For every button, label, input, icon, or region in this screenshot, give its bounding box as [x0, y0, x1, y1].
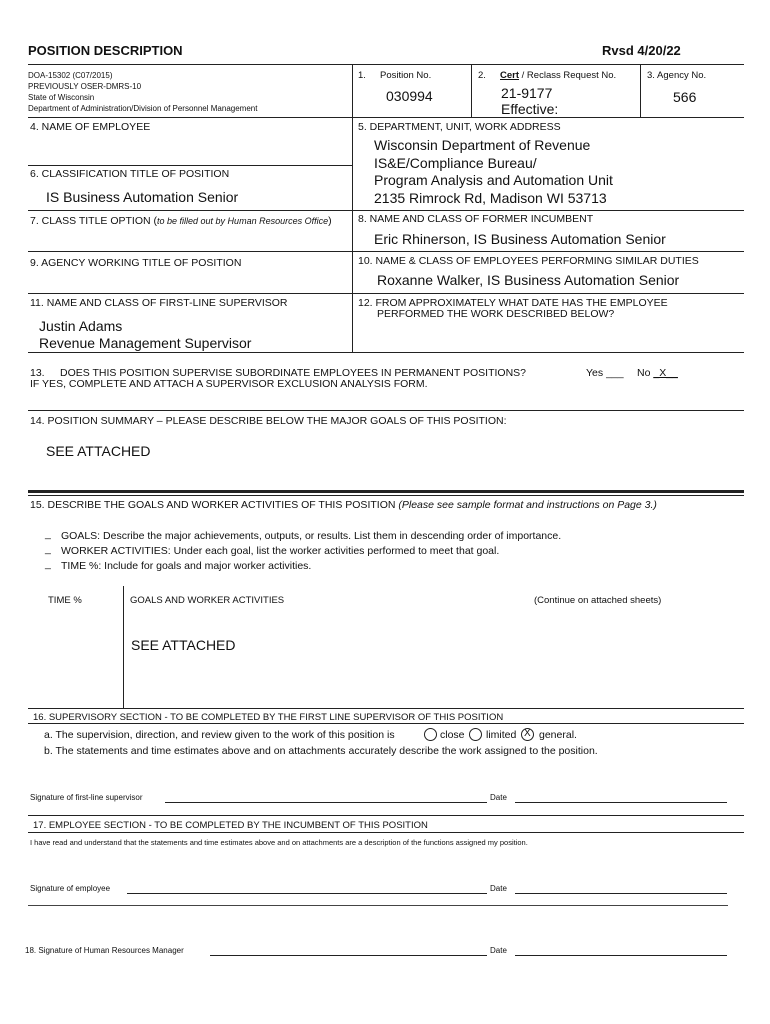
q13-no[interactable]: No _X__: [637, 367, 678, 379]
q13-question: DOES THIS POSITION SUPERVISE SUBORDINATE EMPLOYEES IN PERMANENT POSITIONS?: [60, 367, 526, 379]
class-title-option-label: 7. CLASS TITLE OPTION (to be filled out by Human Resources Office): [30, 215, 332, 227]
position-no-label: Position No.: [380, 70, 432, 81]
supervisor-label: 11. NAME AND CLASS OF FIRST-LINE SUPERVISOR: [30, 297, 288, 309]
cert-number: 2.: [478, 70, 486, 81]
accuracy-statement: b. The statements and time estimates above and on attachments accurately describe the work assigned to the position.: [44, 745, 598, 757]
hr-manager-signature-label: 18. Signature of Human Resources Manager: [25, 946, 184, 955]
q13-number: 13.: [30, 367, 45, 379]
department-line: Wisconsin Department of Revenue: [374, 137, 591, 153]
instruction-time: TIME %: Include for goals and major worker activities.: [61, 560, 312, 572]
bullet-icon: _: [45, 528, 51, 540]
goals-section-label: 15. DESCRIBE THE GOALS AND WORKER ACTIVITIES OF THIS POSITION (Please see sample format and instructions on Page 3.): [30, 499, 657, 511]
supervisor-name[interactable]: Justin Adams: [39, 318, 123, 334]
department-address-label: 5. DEPARTMENT, UNIT, WORK ADDRESS: [358, 121, 561, 133]
state-name: State of Wisconsin: [28, 93, 95, 102]
close-option-label: close: [440, 729, 465, 741]
employee-statement: I have read and understand that the statements and time estimates above and on attachments are a description of the functions assigned my position.: [30, 838, 528, 847]
cert-label: Cert / Reclass Request No.: [500, 70, 617, 81]
former-incumbent-value[interactable]: Eric Rhinerson, IS Business Automation Senior: [374, 231, 666, 247]
form-title: POSITION DESCRIPTION: [28, 43, 183, 58]
position-summary-label: 14. POSITION SUMMARY – PLEASE DESCRIBE BELOW THE MAJOR GOALS OF THIS POSITION:: [30, 415, 507, 427]
supervisor-title[interactable]: Revenue Management Supervisor: [39, 335, 252, 351]
revision-date: Rvsd 4/20/22: [602, 43, 681, 58]
employee-signature-label: Signature of employee: [30, 884, 111, 893]
limited-radio[interactable]: [469, 728, 482, 741]
bullet-icon: _: [45, 558, 51, 570]
bullet-icon: _: [45, 543, 51, 555]
supervisory-section-label: 16. SUPERVISORY SECTION - TO BE COMPLETED BY THE FIRST LINE SUPERVISOR OF THIS POSITION: [33, 712, 504, 723]
position-no-value[interactable]: 030994: [386, 88, 433, 104]
agency-no-value[interactable]: 566: [673, 89, 697, 105]
continue-note: (Continue on attached sheets): [534, 595, 662, 606]
classification-title-value[interactable]: IS Business Automation Senior: [46, 189, 239, 205]
general-radio[interactable]: [521, 728, 534, 741]
department-line: Program Analysis and Automation Unit: [374, 172, 613, 188]
employee-name-label: 4. NAME OF EMPLOYEE: [30, 121, 151, 133]
reclass-request-value[interactable]: 21-9177: [501, 85, 553, 101]
limited-option-label: limited: [486, 729, 517, 741]
employee-section-label: 17. EMPLOYEE SECTION - TO BE COMPLETED BY THE INCUMBENT OF THIS POSITION: [33, 820, 428, 831]
previous-form-id: PREVIOUSLY OSER-DMRS-10: [28, 82, 142, 91]
department-line: 2135 Rimrock Rd, Madison WI 53713: [374, 189, 607, 206]
form-id: DOA-15302 (C07/2015): [28, 71, 113, 80]
supervisor-signature-label: Signature of first-line supervisor: [30, 793, 143, 802]
agency-no-label: 3. Agency No.: [647, 70, 707, 81]
similar-duties-value[interactable]: Roxanne Walker, IS Business Automation Senior: [377, 272, 680, 288]
former-incumbent-label: 8. NAME AND CLASS OF FORMER INCUMBENT: [358, 213, 594, 225]
time-column-header: TIME %: [48, 595, 82, 606]
classification-title-label: 6. CLASSIFICATION TITLE OF POSITION: [30, 168, 230, 180]
general-option-label: general.: [539, 729, 577, 741]
effective-label: Effective:: [501, 101, 559, 117]
q13-yes[interactable]: Yes ___: [586, 367, 624, 379]
instruction-worker-activities: WORKER ACTIVITIES: Under each goal, list the worker activities performed to meet that goal.: [61, 545, 500, 557]
since-date-label-line2: PERFORMED THE WORK DESCRIBED BELOW?: [377, 308, 615, 320]
employee-signature-line[interactable]: [127, 893, 487, 894]
q13-instruction: IF YES, COMPLETE AND ATTACH A SUPERVISOR EXCLUSION ANALYSIS FORM.: [30, 378, 428, 390]
hr-manager-date-label: Date: [490, 946, 507, 955]
instruction-goals: GOALS: Describe the major achievements, outputs, or results. List them in descending order of importance.: [61, 530, 562, 542]
position-no-number: 1.: [358, 70, 366, 81]
position-summary-value[interactable]: SEE ATTACHED: [46, 443, 151, 459]
agency-working-title-label: 9. AGENCY WORKING TITLE OF POSITION: [30, 257, 242, 269]
supervisor-signature-line[interactable]: [165, 802, 487, 803]
department-line: IS&E/Compliance Bureau/: [374, 154, 537, 171]
supervisor-date-line[interactable]: [515, 802, 727, 803]
employee-date-line[interactable]: [515, 893, 727, 894]
employee-date-label: Date: [490, 884, 507, 893]
hr-manager-signature-line[interactable]: [210, 955, 487, 956]
hr-manager-date-line[interactable]: [515, 955, 727, 956]
department-address-value[interactable]: [374, 137, 613, 207]
close-radio[interactable]: [424, 728, 437, 741]
goals-column-header: GOALS AND WORKER ACTIVITIES: [130, 595, 285, 606]
section-divider: [28, 905, 728, 906]
department-name: Department of Administration/Division of Personnel Management: [28, 104, 258, 113]
goals-value[interactable]: SEE ATTACHED: [131, 637, 236, 653]
supervisor-date-label: Date: [490, 793, 507, 802]
since-date-label-line1: 12. FROM APPROXIMATELY WHAT DATE HAS THE EMPLOYEE: [358, 297, 668, 309]
similar-duties-label: 10. NAME & CLASS OF EMPLOYEES PERFORMING SIMILAR DUTIES: [358, 255, 699, 267]
supervision-level-statement: a. The supervision, direction, and review given to the work of this position is: [44, 729, 395, 741]
